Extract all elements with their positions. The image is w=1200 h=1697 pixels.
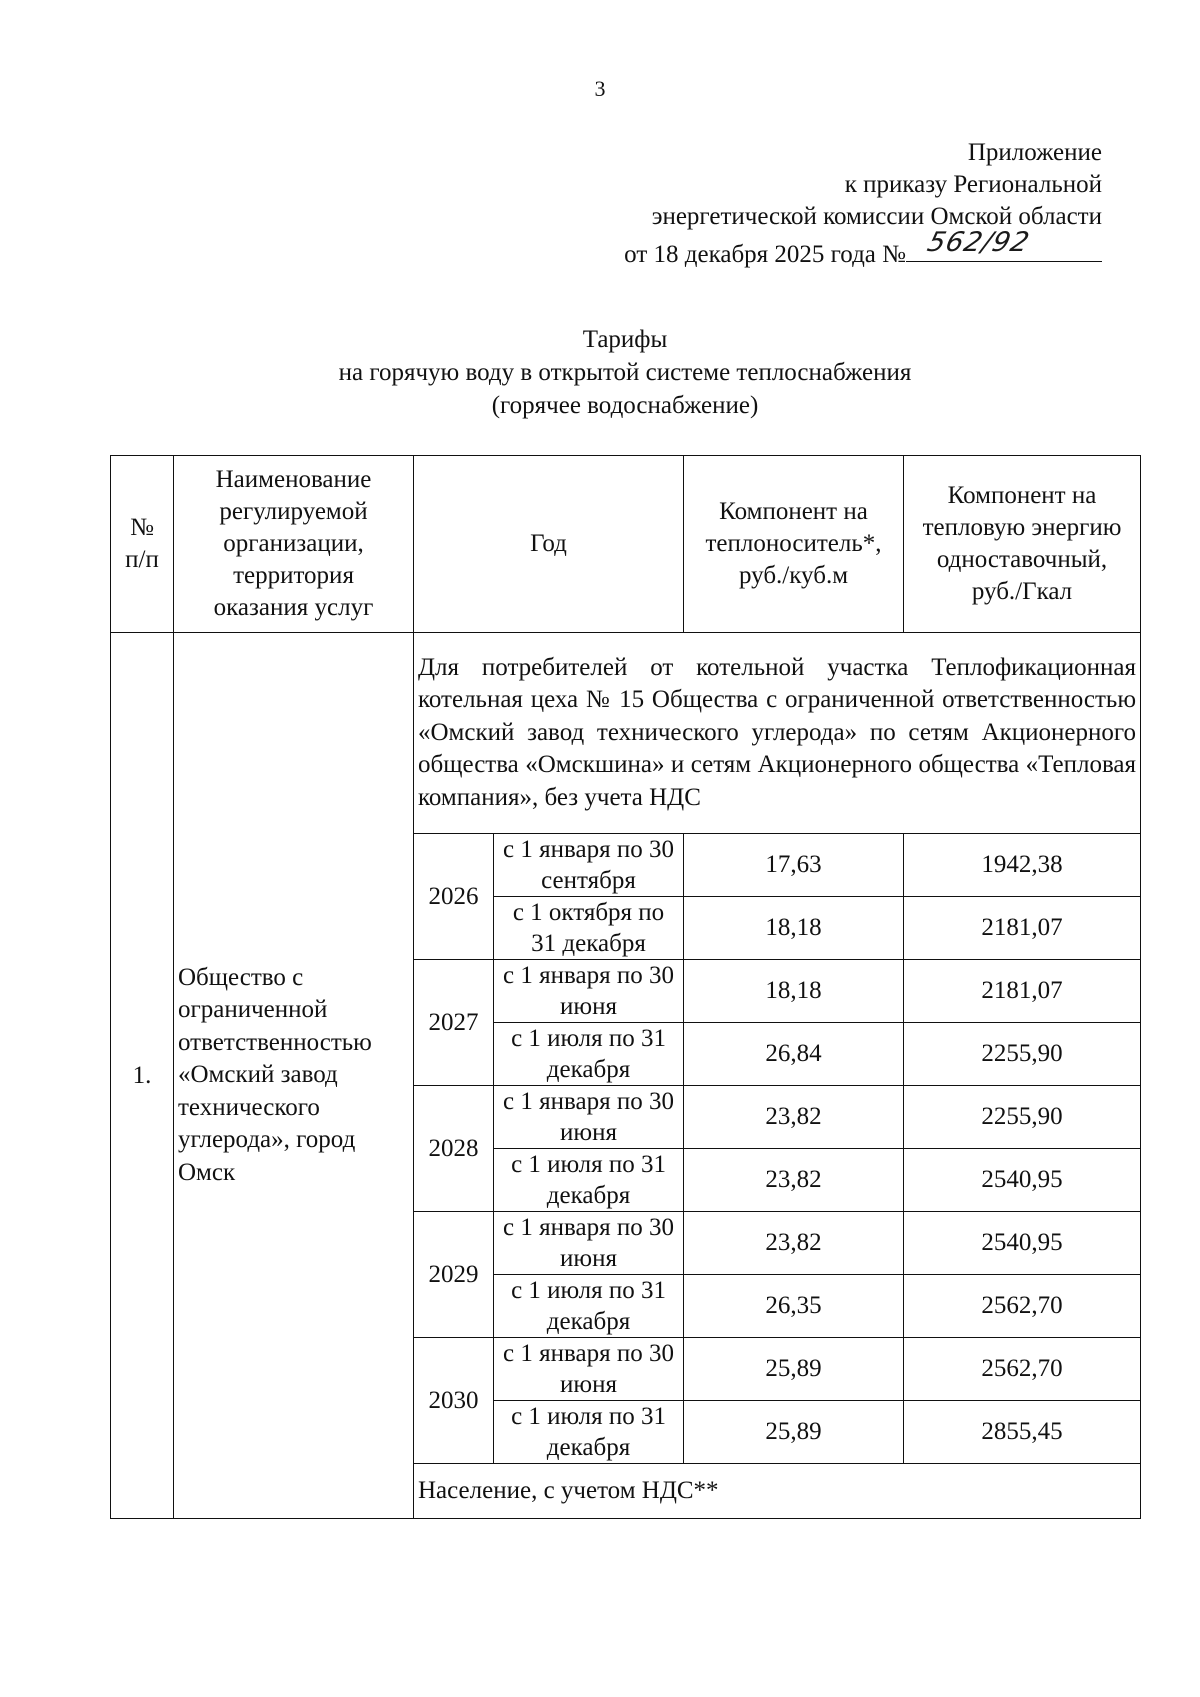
order-date: от 18 декабря 2025 года № bbox=[624, 241, 906, 268]
header-energy: Компонент на тепловую энергию одноставочный, руб./Гкал bbox=[904, 456, 1141, 633]
table-row bbox=[111, 633, 1141, 834]
period-cell: с 1 июля по 31 декабря bbox=[494, 1149, 684, 1212]
carrier-value: 25,89 bbox=[684, 1401, 904, 1464]
year-cell: 2027 bbox=[414, 960, 494, 1086]
title-line-3: (горячее водоснабжение) bbox=[491, 392, 759, 419]
energy-value: 2255,90 bbox=[904, 1023, 1141, 1086]
carrier-value: 26,84 bbox=[684, 1023, 904, 1086]
appendix-header bbox=[482, 137, 1102, 271]
header-org: Наименование регулируемой организации, территория оказания услуг bbox=[174, 456, 414, 633]
period-cell: с 1 октября по 31 декабря bbox=[494, 897, 684, 960]
carrier-value: 26,35 bbox=[684, 1275, 904, 1338]
order-number-field bbox=[906, 227, 1102, 262]
header-year: Год bbox=[414, 456, 684, 633]
period-cell: с 1 июля по 31 декабря bbox=[494, 1023, 684, 1086]
header-num: № п/п bbox=[111, 456, 174, 633]
carrier-value: 23,82 bbox=[684, 1086, 904, 1149]
appendix-line-1: Приложение bbox=[967, 139, 1102, 166]
energy-value: 2181,07 bbox=[904, 897, 1141, 960]
population-row: Население, с учетом НДС** bbox=[414, 1464, 1141, 1519]
title-line-2: на горячую воду в открытой системе теплоснабжения bbox=[338, 359, 912, 386]
period-cell: с 1 января по 30 июня bbox=[494, 1086, 684, 1149]
period-cell: с 1 января по 30 июня bbox=[494, 1338, 684, 1401]
energy-value: 2562,70 bbox=[904, 1338, 1141, 1401]
order-date-line bbox=[482, 227, 1102, 271]
appendix-line-3: энергетической комиссии Омской области bbox=[651, 203, 1102, 230]
row-number: 1. bbox=[111, 633, 174, 1519]
year-cell: 2030 bbox=[414, 1338, 494, 1464]
period-cell: с 1 июля по 31 декабря bbox=[494, 1401, 684, 1464]
tariff-table bbox=[110, 455, 1141, 1519]
organization-name: Общество с ограниченной ответственностью «Омский завод технического углерода», город Омск bbox=[174, 633, 414, 1519]
carrier-value: 17,63 bbox=[684, 834, 904, 897]
carrier-value: 23,82 bbox=[684, 1149, 904, 1212]
period-cell: с 1 января по 30 июня bbox=[494, 960, 684, 1023]
carrier-value: 18,18 bbox=[684, 897, 904, 960]
header-carrier: Компонент на теплоноситель*, руб./куб.м bbox=[684, 456, 904, 633]
carrier-value: 25,89 bbox=[684, 1338, 904, 1401]
carrier-value: 18,18 bbox=[684, 960, 904, 1023]
energy-value: 2540,95 bbox=[904, 1149, 1141, 1212]
energy-value: 2181,07 bbox=[904, 960, 1141, 1023]
year-cell: 2026 bbox=[414, 834, 494, 960]
energy-value: 2255,90 bbox=[904, 1086, 1141, 1149]
consumer-group: Для потребителей от котельной участка Теплофикационная котельная цеха № 15 Общества с ограниченной ответственностью «Омский завод технического углерода» по сетям Акционерного общества «Омскшина» и сетям Акционерного общества «Тепловая компания», без учета НДС bbox=[414, 633, 1141, 834]
period-cell: с 1 июля по 31 декабря bbox=[494, 1275, 684, 1338]
order-number-handwritten: 562/92 bbox=[924, 227, 1033, 258]
energy-value: 2540,95 bbox=[904, 1212, 1141, 1275]
energy-value: 2562,70 bbox=[904, 1275, 1141, 1338]
year-cell: 2028 bbox=[414, 1086, 494, 1212]
page-number: 3 bbox=[594, 76, 606, 101]
energy-value: 2855,45 bbox=[904, 1401, 1141, 1464]
energy-value: 1942,38 bbox=[904, 834, 1141, 897]
period-cell: с 1 января по 30 сентября bbox=[494, 834, 684, 897]
title-line-1: Тарифы bbox=[582, 326, 668, 353]
document-title bbox=[0, 323, 1200, 422]
year-cell: 2029 bbox=[414, 1212, 494, 1338]
table-header-row bbox=[111, 456, 1141, 633]
appendix-line-2: к приказу Региональной bbox=[844, 171, 1102, 198]
period-cell: с 1 января по 30 июня bbox=[494, 1212, 684, 1275]
carrier-value: 23,82 bbox=[684, 1212, 904, 1275]
